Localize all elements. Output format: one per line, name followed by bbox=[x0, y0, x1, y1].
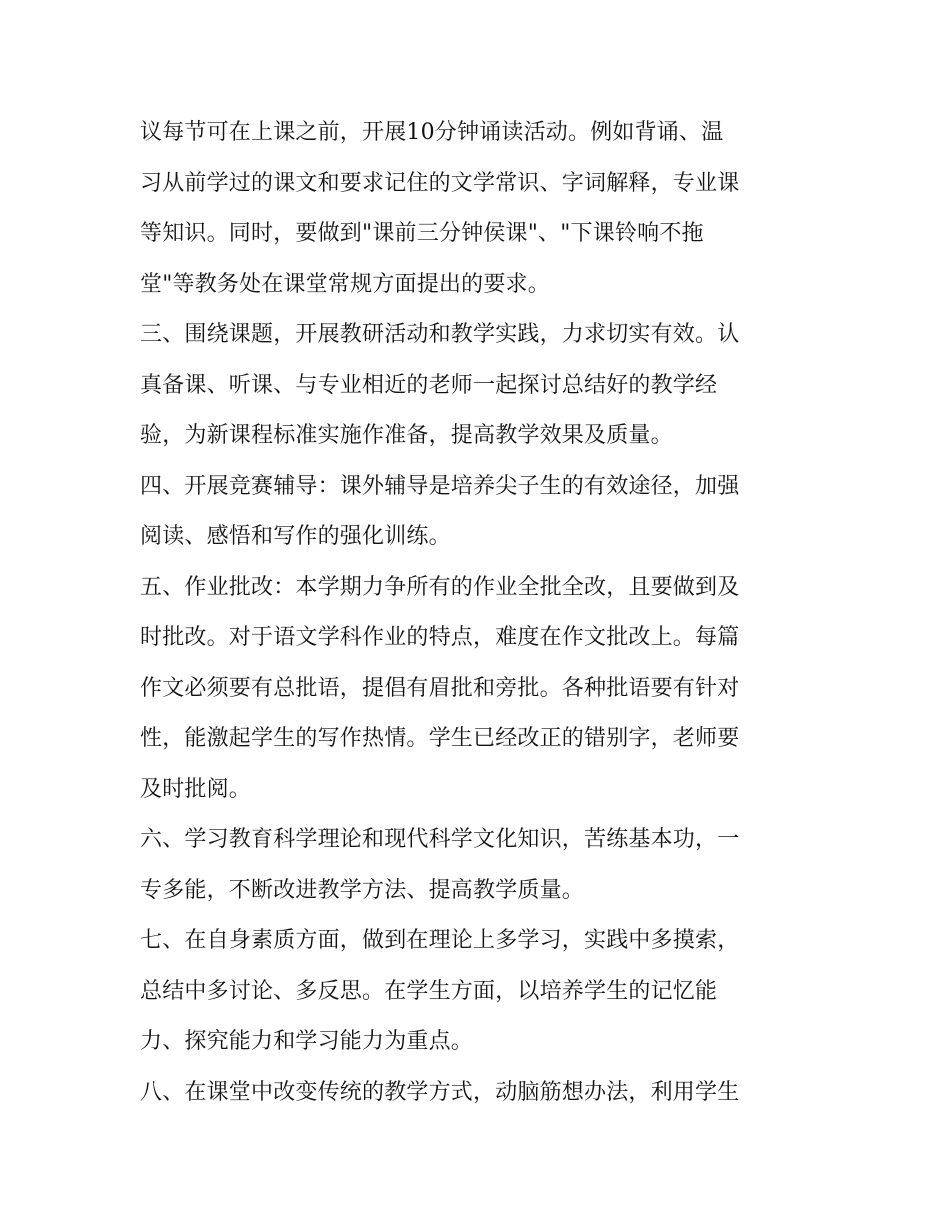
text-line: 时批改。对于语文学科作业的特点，难度在作文批改上。每篇 bbox=[140, 625, 740, 650]
text-line: 习从前学过的课文和要求记住的文学常识、字词解释，专业课 bbox=[140, 170, 740, 196]
text-line: 作文必须要有总批语，提倡有眉批和旁批。各种批语要有针对 bbox=[140, 675, 740, 701]
text-line: 验，为新课程标准实施作准备，提高教学效果及质量。 bbox=[140, 423, 673, 448]
text-line: 等知识。同时，要做到"课前三分钟侯课"、"下课铃响不拖 bbox=[140, 221, 704, 246]
text-line: 六、学习教育科学理论和现代科学文化知识，苦练基本功，一 bbox=[140, 827, 740, 852]
text-line: 专多能，不断改进教学方法、提高教学质量。 bbox=[140, 877, 585, 903]
text-line: 五、作业批改：本学期力争所有的作业全批全改，且要做到及 bbox=[140, 574, 740, 600]
text-line: 总结中多讨论、多反思。在学生方面，以培养学生的记忆能 bbox=[140, 978, 718, 1004]
text-line: 七、在自身素质方面，做到在理论上多学习，实践中多摸索， bbox=[140, 928, 740, 953]
text-line: 力、探究能力和学习能力为重点。 bbox=[140, 1029, 474, 1054]
text-line: 性，能激起学生的写作热情。学生已经改正的错别字，老师要 bbox=[140, 726, 740, 751]
body-text bbox=[140, 108, 820, 1118]
text-line: 堂"等教务处在课堂常规方面提出的要求。 bbox=[140, 271, 550, 297]
text-line: 真备课、听课、与专业相近的老师一起探讨总结好的教学经 bbox=[140, 372, 718, 398]
text-line: 三、围绕课题，开展教研活动和教学实践，力求切实有效。认 bbox=[140, 322, 740, 347]
text-line: 阅读、感悟和写作的强化训练。 bbox=[140, 524, 451, 549]
text-line: 议每节可在上课之前，开展10分钟诵读活动。例如背诵、温 bbox=[140, 120, 724, 145]
text-line: 八、在课堂中改变传统的教学方式，动脑筋想办法，利用学生 bbox=[140, 1079, 740, 1105]
text-line: 四、开展竞赛辅导：课外辅导是培养尖子生的有效途径，加强 bbox=[140, 473, 740, 499]
text-line: 及时批阅。 bbox=[140, 776, 252, 802]
